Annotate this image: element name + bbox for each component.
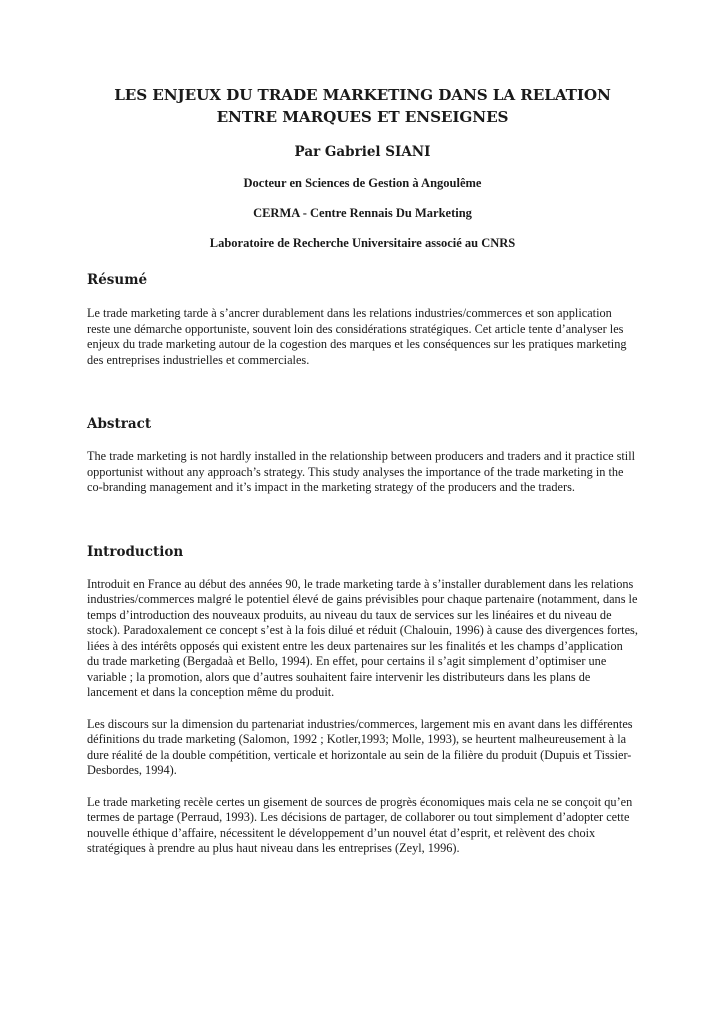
affiliation-cnrs: Laboratoire de Recherche Universitaire associé au CNRS bbox=[209, 236, 516, 250]
introduction-paragraph: Le trade marketing recèle certes un gisement de sources de progrès économiques mais cela ne se conçoit qu’en termes de partage (Perraud, 1993). Les décisions de partager, de collaborer ou tout simplement d’adopter cette nouvelle éthique d’affaire, nécessitent le développement d’un nouvel état d’esprit, et relèvent des choix stratégiques à prendre au plus haut niveau dans les entreprises (Zeyl, 1996). bbox=[87, 794, 633, 855]
introduction-paragraph: Les discours sur la dimension du partenariat industries/commerces, largement mis en avant dans les différentes définitions du trade marketing (Salomon, 1992 ; Kotler,1993; Molle, 1993), se heurtent malheureusement à la dure réalité de la double compétition, verticale et horizontale au sein de la filière du produit (Dupuis et Tissier-Desbordes, 1994). bbox=[87, 716, 633, 777]
document-title: LES ENJEUX DU TRADE MARKETING DANS LA RELATION ENTRE MARQUES ET ENSEIGNES bbox=[114, 86, 611, 126]
introduction-paragraph: Introduit en France au début des années 90, le trade marketing tarde à s’installer durablement dans les relations industries/commerces malgré le potentiel élevé de gains prévisibles pour chaque partenaire (notamment, dans le temps d’introduction des nouveaux produits, au niveau du taux de services sur les linéaires et du niveau de stock). Paradoxalement ce concept s’est à la fois dilué et réduit (Chalouin, 1996) à cause des divergences fortes, liées à des intérêts opposés qui existent entre les deux partenaires sur les finalités et les champs d’application du trade marketing (Bergadaà et Bello, 1994). En effet, pour certains il s’agit simplement d’optimiser une variable ; la promotion, alors que d’autres souhaitent faire intervenir les distributeurs dans les plans de lancement et dans la conception même du produit. bbox=[87, 576, 638, 699]
abstract-text: The trade marketing is not hardly installed in the relationship between producers and traders and it practice still opportunist without any approach’s strategy. This study analyses the importance of the trade marketing in the co-branding management and it’s impact in the marketing strategy of the producers and the traders. bbox=[87, 449, 636, 494]
affiliation-degree: Docteur en Sciences de Gestion à Angoulême bbox=[243, 176, 482, 190]
resume-heading: Résumé bbox=[87, 272, 148, 288]
affiliation-lab: CERMA - Centre Rennais Du Marketing bbox=[253, 206, 472, 220]
resume-text: Le trade marketing tarde à s’ancrer durablement dans les relations industries/commerces et son application reste une démarche opportuniste, souvent loin des considérations stratégiques. Cet article tente d’analyser les enjeux du trade marketing autour de la cogestion des marques et les conséquences sur les pratiques marketing des entreprises industrielles et commerciales. bbox=[87, 306, 627, 367]
author-name: Par Gabriel SIANI bbox=[294, 144, 431, 160]
introduction-heading: Introduction bbox=[87, 543, 184, 560]
document-page bbox=[87, 84, 638, 857]
abstract-heading: Abstract bbox=[87, 416, 152, 432]
